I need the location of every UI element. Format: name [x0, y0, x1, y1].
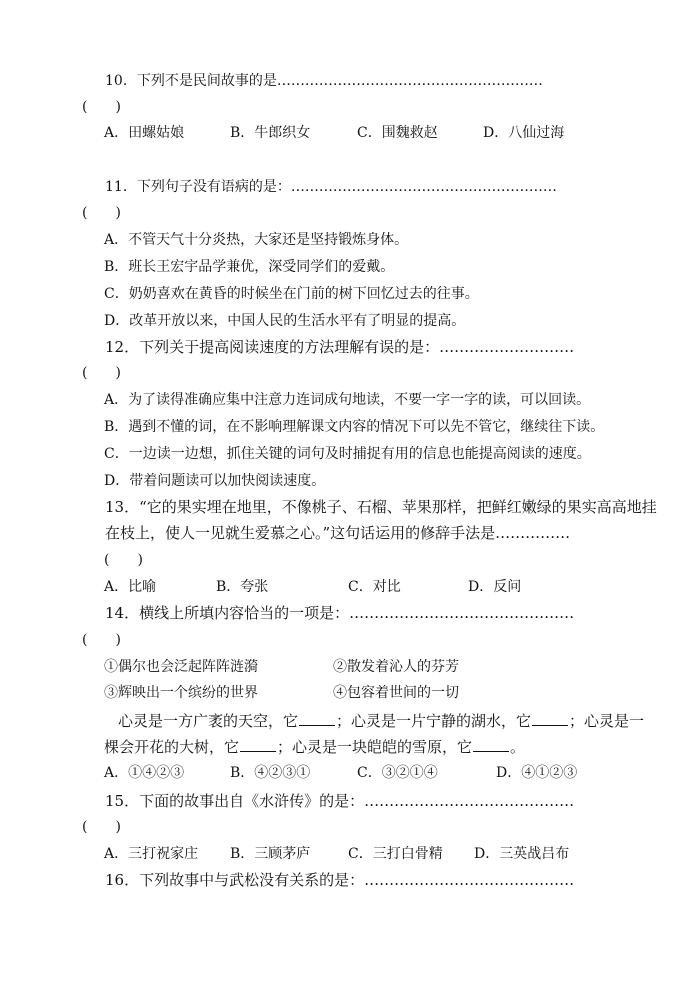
- q13-stem-line1: 13．“它的果实埋在地里，不像桃子、石榴、苹果那样，把鲜红嫩绿的果实高高地挂: [105, 498, 657, 516]
- q11-option-b: B．班长王宏宇品学兼优，深受同学们的爱戴。: [104, 259, 395, 275]
- q13-option-d: D．反问: [468, 579, 522, 595]
- q11-stem: 11．下列句子没有语病的是：…………………………………………………: [105, 179, 557, 195]
- q16-stem: 16．下列故事中与武松没有关系的是：……………………………………: [105, 871, 575, 889]
- q10-option-d: D．八仙过海: [483, 125, 565, 141]
- q15-option-c: C．三打白骨精: [348, 846, 443, 862]
- q14-blank-4: [473, 739, 509, 752]
- q14-paren: ( ): [82, 632, 121, 648]
- q10-option-c: C．围魏救赵: [357, 125, 438, 141]
- q12-stem: 12．下列关于提高阅读速度的方法理解有误的是：………………………: [105, 338, 575, 356]
- q11-option-c: C．奶奶喜欢在黄昏的时候坐在门前的树下回忆过去的往事。: [104, 286, 479, 302]
- q12-option-d: D．带着问题读可以加快阅读速度。: [104, 473, 326, 489]
- q11-option-a: A．不管天气十分炎热，大家还是坚持锻炼身体。: [104, 232, 409, 248]
- q15-option-d: D．三英战吕布: [474, 846, 570, 862]
- q11-paren: ( ): [82, 205, 121, 221]
- q14-item-4: ④包容着世间的一切: [333, 685, 459, 701]
- q14-stem: 14．横线上所填内容恰当的一项是：………………………………………: [105, 604, 575, 622]
- q14-blank-1: [299, 713, 335, 726]
- q14-item-1: ①偶尔也会泛起阵阵涟漪: [104, 659, 258, 675]
- q13-option-c: C．对比: [348, 579, 401, 595]
- q14-option-a: A．①④②③: [104, 765, 185, 781]
- q14-passage-part5: ；心灵是一块皑皑的雪原，它: [277, 738, 473, 756]
- q14-passage-line1: [118, 712, 644, 730]
- q14-passage-part1: 心灵是一方广袤的天空，它: [118, 712, 299, 730]
- q14-option-d: D．④①②③: [496, 765, 578, 781]
- q13-option-a: A．比喻: [104, 579, 157, 595]
- q14-option-c: C．③②①④: [357, 765, 438, 781]
- q10-stem: 10．下列不是民间故事的是…………………………………………………: [105, 73, 543, 89]
- q10-paren: ( ): [82, 99, 121, 115]
- q14-passage-part3: ；心灵是一: [569, 712, 645, 730]
- q12-option-a: A．为了读得准确应集中注意力连词成句地读，不要一字一字的读，可以回读。: [104, 392, 591, 408]
- q14-passage-part6: 。: [510, 738, 526, 756]
- q15-stem: 15．下面的故事出自《水浒传》的是：……………………………………: [105, 792, 575, 810]
- q14-item-3: ③辉映出一个缤纷的世界: [104, 685, 258, 701]
- q14-passage-line2: [104, 738, 525, 756]
- q10-option-a: A．田螺姑娘: [104, 125, 185, 141]
- q12-option-b: B．遇到不懂的词，在不影响理解课文内容的情况下可以先不管它，继续往下读。: [104, 419, 605, 435]
- q13-stem-line2: 在枝上，使人一见就生爱慕之心。”这句话运用的修辞手法是……………: [105, 524, 571, 542]
- q13-option-b: B．夸张: [216, 579, 269, 595]
- q12-option-c: C．一边读一边想，抓住关键的词句及时捕捉有用的信息也能提高阅读的速度。: [104, 446, 591, 462]
- q14-blank-3: [240, 739, 276, 752]
- q15-option-b: B．三顾茅庐: [230, 846, 311, 862]
- q11-option-d: D．改革开放以来，中国人民的生活水平有了明显的提高。: [104, 313, 466, 329]
- q15-paren: ( ): [82, 819, 121, 835]
- q13-paren: ( ): [104, 552, 143, 568]
- q14-option-b: B．④②③①: [230, 765, 311, 781]
- q14-blank-2: [532, 713, 568, 726]
- q15-option-a: A．三打祝家庄: [104, 846, 199, 862]
- q14-passage-part4: 棵会开花的大树，它: [104, 738, 240, 756]
- q14-item-2: ②散发着沁人的芬芳: [333, 659, 459, 675]
- q14-passage-part2: ；心灵是一片宁静的湖水，它: [336, 712, 532, 730]
- q10-option-b: B．牛郎织女: [230, 125, 311, 141]
- q12-paren: ( ): [82, 365, 121, 381]
